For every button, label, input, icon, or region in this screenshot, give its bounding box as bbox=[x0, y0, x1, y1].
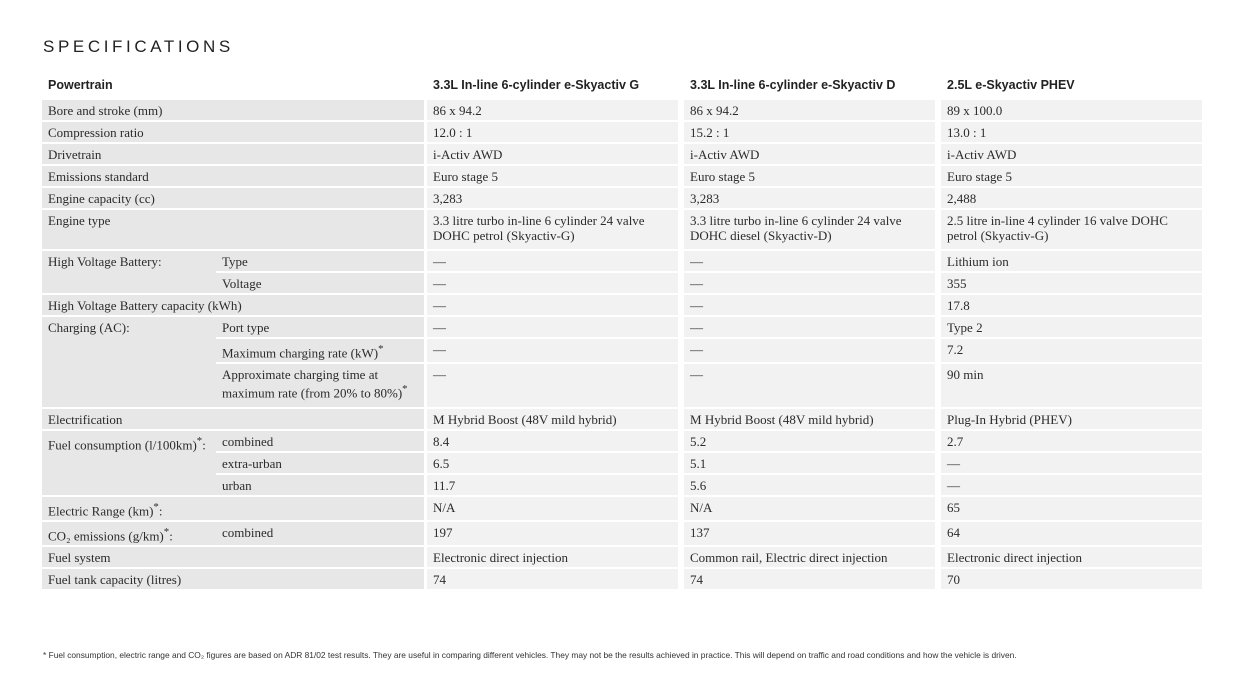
cell-value: 74 bbox=[427, 569, 684, 591]
cell-value: — bbox=[941, 453, 1202, 475]
row-label: High Voltage Battery capacity (kWh) bbox=[42, 295, 427, 317]
cell-value: 2.7 bbox=[941, 431, 1202, 453]
cell-value: — bbox=[684, 339, 941, 364]
header-powertrain: Powertrain bbox=[48, 78, 113, 92]
table-row bbox=[42, 273, 1202, 295]
row-sublabel bbox=[216, 364, 427, 408]
table-row bbox=[42, 166, 1202, 188]
row-sublabel-text: Approximate charging time at maximum rate (from 20% to 80%) bbox=[222, 367, 403, 401]
cell-value: — bbox=[684, 251, 941, 273]
footnote-marker: * bbox=[196, 434, 203, 447]
table-row bbox=[42, 144, 1202, 166]
row-label: High Voltage Battery: bbox=[42, 251, 216, 295]
cell-value: — bbox=[684, 317, 941, 339]
header-engine-g: 3.3L In-line 6-cylinder e-Skyactiv G bbox=[433, 78, 640, 92]
row-sublabel bbox=[216, 339, 427, 364]
table-row bbox=[42, 100, 1202, 122]
label-suffix: : bbox=[202, 436, 206, 452]
row-label: Drivetrain bbox=[42, 144, 427, 166]
cell-value: — bbox=[427, 364, 684, 408]
table-row bbox=[42, 122, 1202, 144]
table-row bbox=[42, 317, 1202, 339]
row-sublabel-text: Maximum charging rate (kW) bbox=[222, 345, 379, 361]
specifications-table bbox=[42, 72, 1202, 591]
cell-value: N/A bbox=[684, 497, 941, 522]
cell-value: 3.3 litre turbo in-line 6 cylinder 24 valve DOHC diesel (Skyactiv-D) bbox=[684, 210, 941, 251]
table-row bbox=[42, 295, 1202, 317]
cell-value: Euro stage 5 bbox=[427, 166, 684, 188]
cell-value: 355 bbox=[941, 273, 1202, 295]
cell-value: 3.3 litre turbo in-line 6 cylinder 24 valve DOHC petrol (Skyactiv-G) bbox=[427, 210, 684, 251]
cell-value: Type 2 bbox=[941, 317, 1202, 339]
cell-value: 2,488 bbox=[941, 188, 1202, 210]
row-label-text: CO₂ emissions (g/km) bbox=[48, 528, 164, 544]
footnote-text: Fuel consumption, electric range and CO₂ figures are based on ADR 81/02 test results. They are useful in comparing different vehicles. They may not be the results achieved in practice. This will depend on traffic and road conditions and how the vehicle is driven. bbox=[48, 650, 1017, 660]
cell-value: — bbox=[684, 364, 941, 408]
cell-value: i-Activ AWD bbox=[427, 144, 684, 166]
cell-value: 65 bbox=[941, 497, 1202, 522]
cell-value: 2.5 litre in-line 4 cylinder 16 valve DOHC petrol (Skyactiv-G) bbox=[941, 210, 1202, 251]
row-sublabel: Port type bbox=[216, 317, 427, 339]
row-label: Compression ratio bbox=[42, 122, 427, 144]
row-label: Engine type bbox=[42, 210, 427, 251]
row-label: Bore and stroke (mm) bbox=[42, 100, 427, 122]
cell-value: Euro stage 5 bbox=[941, 166, 1202, 188]
cell-value: Electronic direct injection bbox=[427, 547, 684, 569]
table-row bbox=[42, 188, 1202, 210]
cell-value: 5.6 bbox=[684, 475, 941, 497]
row-label bbox=[42, 497, 427, 522]
table-row bbox=[42, 210, 1202, 251]
table-row bbox=[42, 364, 1202, 408]
cell-value: 7.2 bbox=[941, 339, 1202, 364]
cell-value: — bbox=[427, 273, 684, 295]
cell-value: 5.1 bbox=[684, 453, 941, 475]
cell-value: 70 bbox=[941, 569, 1202, 591]
cell-value: Plug-In Hybrid (PHEV) bbox=[941, 409, 1202, 431]
cell-value: — bbox=[427, 317, 684, 339]
table-row bbox=[42, 431, 1202, 453]
cell-value: — bbox=[427, 295, 684, 317]
cell-value: M Hybrid Boost (48V mild hybrid) bbox=[427, 409, 684, 431]
table-row bbox=[42, 339, 1202, 364]
row-label: Fuel system bbox=[42, 547, 427, 569]
row-label-text: Electric Range (km) bbox=[48, 502, 154, 518]
footnote-marker: * bbox=[163, 525, 170, 538]
cell-value: 13.0 : 1 bbox=[941, 122, 1202, 144]
table-row bbox=[42, 475, 1202, 497]
row-label: Electrification bbox=[42, 409, 427, 431]
cell-value: 86 x 94.2 bbox=[684, 100, 941, 122]
cell-value: 15.2 : 1 bbox=[684, 122, 941, 144]
row-sublabel: extra-urban bbox=[216, 453, 427, 475]
table-row bbox=[42, 497, 1202, 522]
cell-value: 17.8 bbox=[941, 295, 1202, 317]
cell-value: 64 bbox=[941, 522, 1202, 547]
table-row bbox=[42, 547, 1202, 569]
row-label-text: Fuel consumption (l/100km) bbox=[48, 436, 197, 452]
footnote-marker: * bbox=[402, 383, 408, 396]
footnote-marker: * bbox=[378, 343, 384, 355]
cell-value: Common rail, Electric direct injection bbox=[684, 547, 941, 569]
cell-value: 90 min bbox=[941, 364, 1202, 408]
cell-value: — bbox=[684, 273, 941, 295]
row-sublabel: combined bbox=[216, 431, 427, 453]
cell-value: 8.4 bbox=[427, 431, 684, 453]
cell-value: 86 x 94.2 bbox=[427, 100, 684, 122]
label-suffix: : bbox=[158, 502, 163, 518]
row-sublabel: Type bbox=[216, 251, 427, 273]
table-header-row bbox=[42, 72, 1202, 100]
cell-value: — bbox=[941, 475, 1202, 497]
cell-value: — bbox=[684, 295, 941, 317]
cell-value: i-Activ AWD bbox=[684, 144, 941, 166]
cell-value: 6.5 bbox=[427, 453, 684, 475]
row-label: Emissions standard bbox=[42, 166, 427, 188]
row-label bbox=[42, 522, 216, 547]
cell-value: 74 bbox=[684, 569, 941, 591]
cell-value: — bbox=[427, 251, 684, 273]
header-engine-phev: 2.5L e-Skyactiv PHEV bbox=[947, 78, 1075, 92]
row-sublabel: Voltage bbox=[216, 273, 427, 295]
row-sublabel: urban bbox=[216, 475, 427, 497]
table-row bbox=[42, 409, 1202, 431]
table-row bbox=[42, 569, 1202, 591]
footnote-marker: * bbox=[153, 500, 159, 513]
page-title: SPECIFICATIONS bbox=[43, 37, 234, 56]
cell-value: N/A bbox=[427, 497, 684, 522]
cell-value: M Hybrid Boost (48V mild hybrid) bbox=[684, 409, 941, 431]
table-row bbox=[42, 522, 1202, 547]
footnote-marker: * bbox=[43, 650, 47, 660]
footnote bbox=[43, 650, 1017, 660]
cell-value: 11.7 bbox=[427, 475, 684, 497]
row-label bbox=[42, 431, 216, 497]
cell-value: 137 bbox=[684, 522, 941, 547]
cell-value: Lithium ion bbox=[941, 251, 1202, 273]
row-label: Engine capacity (cc) bbox=[42, 188, 427, 210]
row-label: Charging (AC): bbox=[42, 317, 216, 409]
cell-value: 12.0 : 1 bbox=[427, 122, 684, 144]
cell-value: 197 bbox=[427, 522, 684, 547]
cell-value: 3,283 bbox=[427, 188, 684, 210]
row-sublabel: combined bbox=[216, 522, 427, 547]
cell-value: i-Activ AWD bbox=[941, 144, 1202, 166]
row-label: Fuel tank capacity (litres) bbox=[42, 569, 427, 591]
cell-value: — bbox=[427, 339, 684, 364]
cell-value: Electronic direct injection bbox=[941, 547, 1202, 569]
table-row bbox=[42, 453, 1202, 475]
header-engine-d: 3.3L In-line 6-cylinder e-Skyactiv D bbox=[690, 78, 896, 92]
label-suffix: : bbox=[169, 528, 173, 544]
cell-value: 89 x 100.0 bbox=[941, 100, 1202, 122]
table-row bbox=[42, 251, 1202, 273]
cell-value: 3,283 bbox=[684, 188, 941, 210]
cell-value: Euro stage 5 bbox=[684, 166, 941, 188]
cell-value: 5.2 bbox=[684, 431, 941, 453]
